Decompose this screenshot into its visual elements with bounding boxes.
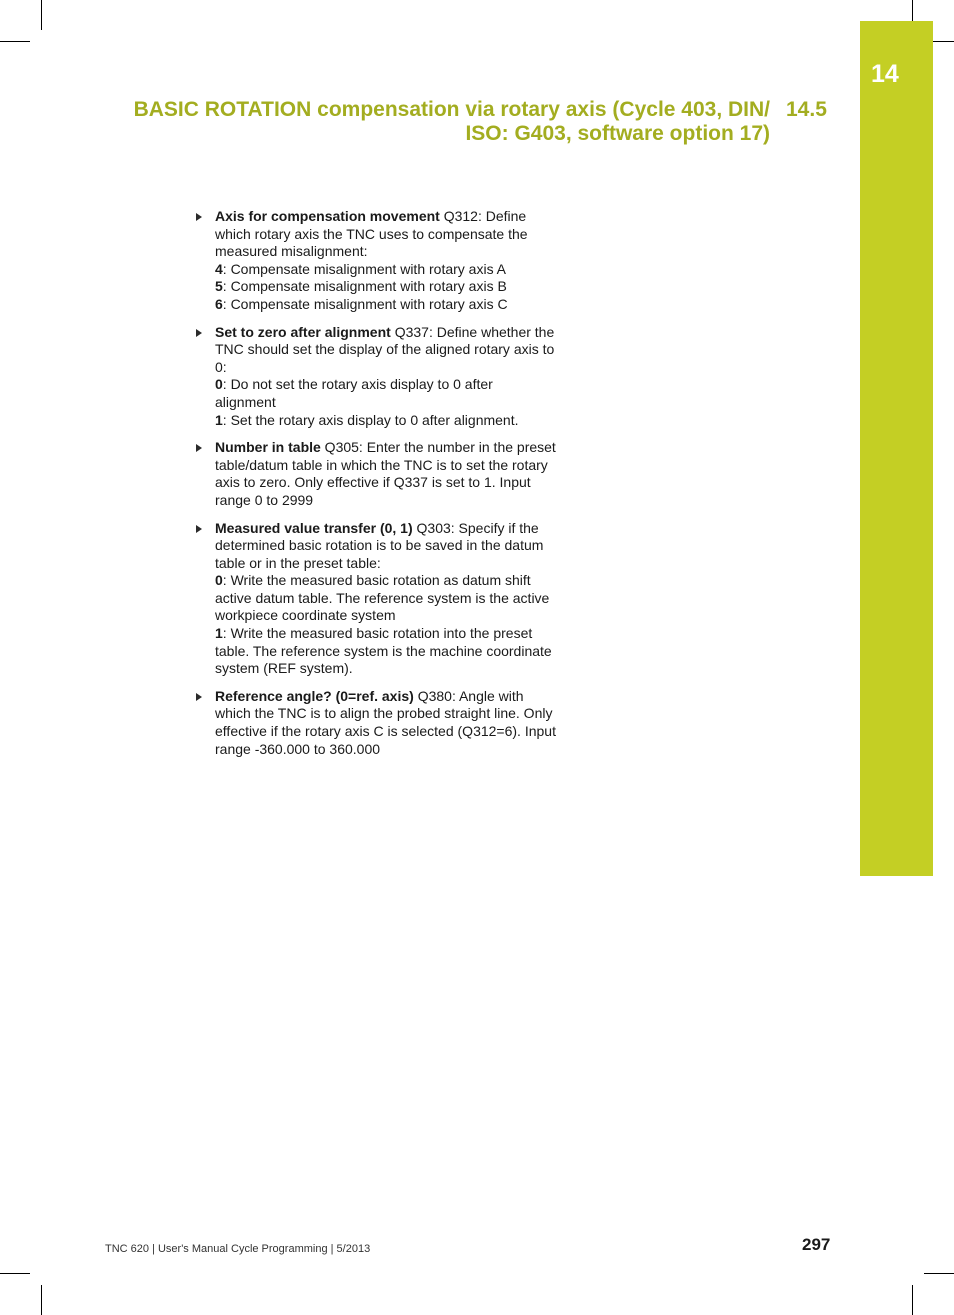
option-text: : Write the measured basic rotation as datum shift active datum table. The reference system is the active workpiece coordinate system <box>215 572 550 624</box>
option-key: 4 <box>215 260 223 277</box>
chapter-number: 14 <box>871 60 899 88</box>
option-key: 0 <box>215 376 223 393</box>
parameter-option <box>215 572 556 625</box>
option-text: : Do not set the rotary axis display to 0 after alignment <box>215 376 493 410</box>
parameter-item <box>196 324 556 430</box>
triangle-bullet-icon <box>196 213 202 221</box>
option-text: : Compensate misalignment with rotary axis A <box>222 260 507 277</box>
triangle-bullet-icon <box>196 444 202 452</box>
triangle-bullet-icon <box>196 525 202 533</box>
chapter-tab <box>860 21 933 876</box>
parameter-option <box>215 376 556 411</box>
option-key: 5 <box>215 278 223 295</box>
parameter-description: Q303: Specify if the determined basic rotation is to be saved in the datum table or in the preset table: <box>215 519 544 571</box>
crop-mark <box>912 1285 913 1315</box>
option-key: 1 <box>215 411 223 428</box>
crop-mark <box>0 41 30 42</box>
crop-mark <box>924 1273 954 1274</box>
parameter-item <box>196 439 556 509</box>
parameter-description: Q380: Angle with which the TNC is to align the probed straight line. Only effective if the rotary axis C is selected (Q312=6). Input range -360.000 to 360.000 <box>215 687 556 757</box>
parameter-option <box>215 296 556 314</box>
parameter-description: Q305: Enter the number in the preset table/datum table in which the TNC is to set the rotary axis to zero. Only effective if Q337 is set to 1. Input range 0 to 2999 <box>215 439 556 508</box>
section-number: 14.5 <box>786 98 827 121</box>
parameter-name: Axis for compensation movement <box>215 208 440 224</box>
parameter-option <box>215 278 556 296</box>
parameter-description: Q337: Define whether the TNC should set the display of the aligned rotary axis to 0: <box>215 323 555 375</box>
parameter-option <box>215 625 556 678</box>
parameter-item <box>196 688 556 758</box>
parameter-name: Reference angle? (0=ref. axis) <box>215 687 414 704</box>
page-title-line-2: ISO: G403, software option 17) <box>465 122 770 145</box>
option-text: : Set the rotary axis display to 0 after alignment. <box>222 411 519 428</box>
option-text: : Compensate misalignment with rotary axis C <box>222 295 508 312</box>
option-key: 0 <box>215 572 223 589</box>
option-text: : Write the measured basic rotation into the preset table. The reference system is the machine coordinate system (REF system). <box>215 625 552 677</box>
parameter-list <box>196 208 556 768</box>
crop-mark <box>0 1273 30 1274</box>
page-title <box>130 98 770 146</box>
parameter-item <box>196 208 556 314</box>
parameter-option <box>215 412 556 430</box>
parameter-option <box>215 261 556 279</box>
parameter-description: Q312: Define which rotary axis the TNC uses to compensate the measured misalignment: <box>215 208 528 260</box>
page-number: 297 <box>802 1235 831 1254</box>
crop-mark <box>41 1285 42 1315</box>
parameter-item <box>196 520 556 678</box>
parameter-name: Number in table <box>215 439 321 456</box>
option-key: 1 <box>215 625 223 642</box>
option-key: 6 <box>215 295 223 312</box>
parameter-name: Set to zero after alignment <box>215 323 391 340</box>
footer-text: TNC 620 | User's Manual Cycle Programming | 5/2013 <box>105 1243 371 1255</box>
page-title-line-1: BASIC ROTATION compensation via rotary axis (Cycle 403, DIN/ <box>133 98 770 121</box>
triangle-bullet-icon <box>196 329 202 337</box>
parameter-name: Measured value transfer (0, 1) <box>215 519 413 536</box>
triangle-bullet-icon <box>196 693 202 701</box>
option-text: : Compensate misalignment with rotary axis B <box>222 278 507 295</box>
crop-mark <box>41 0 42 30</box>
